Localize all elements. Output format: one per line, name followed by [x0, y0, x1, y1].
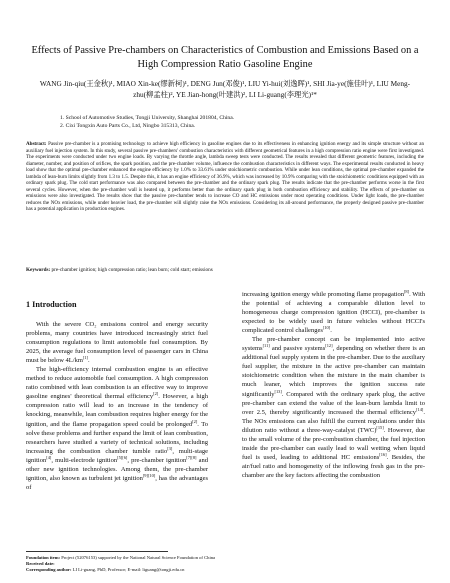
keywords-label: Keywords:	[26, 267, 51, 273]
paper-title: Effects of Passive Pre-chambers on Characteristics of Combustion and Emissions Based on a High Compression Ratio Gasoline Engine	[31, 45, 419, 70]
footnote-label: Received date:	[26, 561, 55, 566]
footnote-label: Foundation item:	[26, 555, 61, 560]
footnote-corresponding	[26, 567, 424, 573]
left-column	[26, 292, 208, 492]
paragraph: increasing ignition energy while promoting flame propagation[8]. With the potential of achieving a comparable dilution level to homogeneous charge compression ignition (HCCI), pre-chamber is expected to be widely used in future vehicles without HCCI's complicated control challenges[10].	[242, 288, 426, 335]
abstract-label: Abstract:	[26, 141, 47, 147]
right-column	[242, 290, 425, 480]
affiliation-2: 2. Cixi Tongxin Auto Parts Co., Ltd, Ningbo 315313, China.	[60, 123, 196, 129]
footnote-label: Corresponding author:	[26, 567, 72, 572]
footnote-text: Project (52076153) supported by the National Natural Science Foundation of China	[60, 555, 216, 560]
footnote-text: LI Li-guang, PhD, Professor; E-mail: liguang@tongji.edu.cn	[71, 567, 185, 572]
keywords	[26, 267, 424, 274]
author-list: WANG Jin-qiu(王金秋)¹, MIAO Xin-ke(缪新柯)¹, DENG Jun(邓俊)¹, LIU Yi-hui(刘逸晖)¹, SHI Jia-ye(施佳叶)¹, LIU Meng-zhu(柳孟柱)², YE Jian-hong(叶建洪)², LI Li-guang(李理光)¹*	[39, 79, 411, 99]
paragraph: The high-efficiency internal combustion engine is an effective method to reduce automobile fuel consumption. A high compression ratio combined with lean combustion is an effective way to improve gasoline engines' theoretical thermal efficiency[2]. However, a high compression ratio will lead to an increase in the tendency of knocking, meanwhile, lean combustion requires higher energy for the ignition, and the flame propagation speed could be prolonged[2]. To solve these problems and further expand the limit of lean combustion, researchers have studied a variety of technical solutions, including increasing the combustion chamber tumble ratio[3], multi-stage ignition[4], multi-electrode ignition[5][6], pre-chamber ignition[7][8] and other new ignition technologies. Among them, the pre-chamber ignition, also known as turbulent jet ignition[9][10], has the advantages of	[26, 366, 208, 491]
paragraph: The pre-chamber concept can be implemented into active systems[11] and passive systems[12], depending on whether there is an additional fuel supply system in the pre-chamber. Due to the auxiliary fuel supplier, the mixture in the active pre-chamber can maintain stoichiometric condition when the mixture in the main chamber is much leaner, which improves the ignition success rate significantly[13]. Compared with the ordinary spark plug, the active pre-chamber can extend the value of the lean-burn lambda limit to over 2.5, thereby significantly increased the thermal efficiency[14]. The NOx emissions can also fulfill the current regulations under this dilution ratio without a three-way-catalyst (TWC)[15]. However, due to the small volume of the pre-combustion chamber, the fuel injection inside the pre-chamber can easily lead to wall wetting when liquid fuel is used, leading to additional HC emissions[16]. Besides, the air/fuel ratio and homogeneity of the inflowing fresh gas in the pre-chamber are the key factors affecting the combustion	[242, 336, 426, 479]
abstract-text: Passive pre-chamber is a promising technology to achieve high efficiency in gasoline engines due to its effectiveness in enhancing ignition energy and its simple structure without an auxiliary fuel injection system. In this study, several passive pre-chambers' combustion characteristics with different geometrical features in a high compression ratio engine were first investigated. The experiments were conducted under two engine loads. By varying the throttle angle, lambda sweep tests were conducted. The results revealed that different geometric features, including the diameter, number, and position of orifices, the spark position, and the pre-chamber volume, influence the combustion characteristics in different ways. The experimental results conducted in heavy load show that the optimal pre-chamber enhanced the engine efficiency by 1.0% to 33.61% under stoichiometric combustion. While under lean conditions, the optimal pre-chamber expanded the lambda of lean-burn limits slightly from 1.3 to 1.5. Despite this, it has an engine efficiency of 36.9%, which was increased by 10.9% comparing with the stoichiometric conditions equipped with an ordinary spark plug. The cold start performance was also compared between the pre-chamber and the ordinary spark plug. The results indicate that the pre-chamber performs worse in the first several cycles. However, when the pre-chamber wall is heated up, it performs better than the ordinary spark plug in both combustion efficiency and stability. The effects of pre-chamber on emissions were also investigated. The results show that the passive pre-chamber tends to increase CO and HC emissions under most operating conditions. Under light loads, the pre-chamber reduces the NOx emissions, while under heavier load, the pre-chamber will slightly raise the NOx emissions. Considering its all-around performance, the properly designed passive pre-chamber has a potential application in production engines.	[26, 141, 424, 213]
abstract	[26, 141, 424, 213]
keywords-text: pre-chamber ignition; high compression ratio; lean burn; cold start; emissions	[50, 267, 213, 273]
affiliation-1: 1. School of Automotive Studies, Tongji University, Shanghai 201804, China.	[60, 115, 235, 121]
section-heading-introduction: 1 Introduction	[26, 300, 77, 309]
footnotes	[26, 555, 424, 573]
footnote-divider	[26, 551, 168, 552]
paragraph: With the severe CO₂ emissions control and energy security problems, many countries have introduced increasingly strict fuel consumption regulations to limit automobile fuel consumption. By 2025, the average fuel consumption level of passenger cars in China must be below 4L/km[1].	[26, 321, 208, 365]
